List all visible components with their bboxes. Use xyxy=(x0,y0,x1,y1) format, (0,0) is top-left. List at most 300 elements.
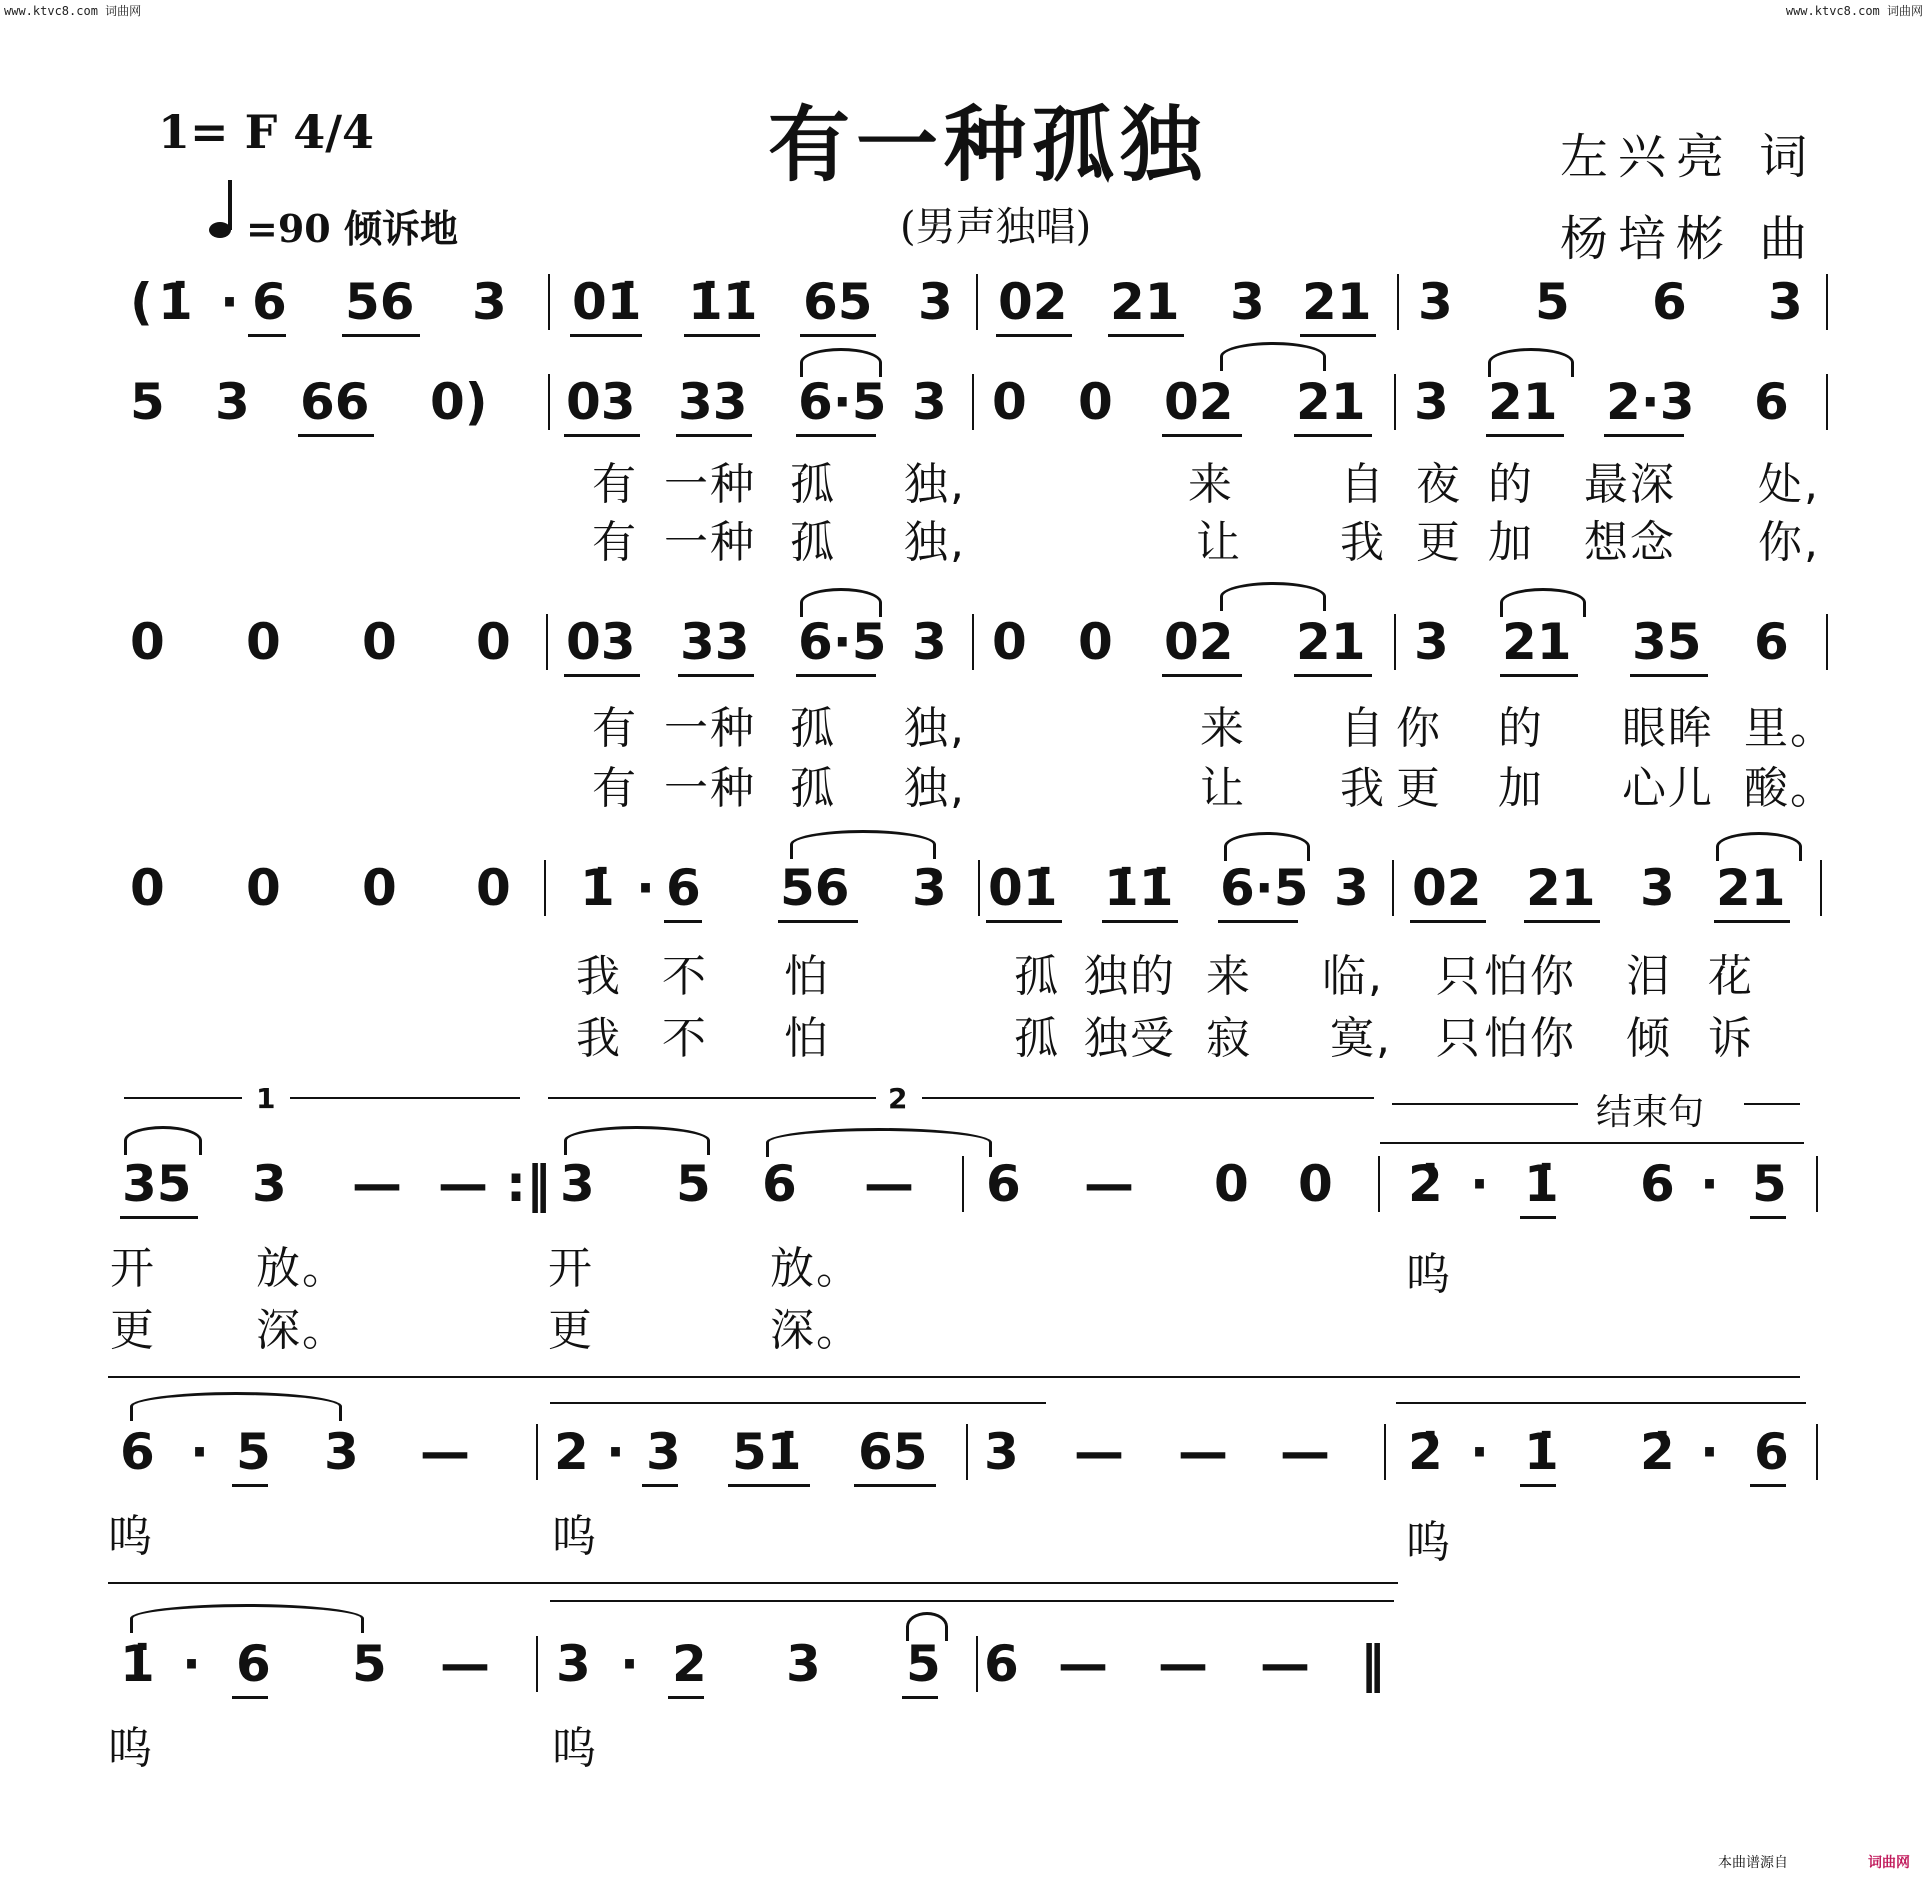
note: 21 xyxy=(1502,613,1572,671)
lyric: 开 xyxy=(548,1243,594,1294)
lyric: 独, xyxy=(904,703,966,754)
note: 21 xyxy=(1302,273,1372,331)
note: 3 xyxy=(912,859,947,917)
score-row-1 xyxy=(0,272,1927,332)
note: 6 xyxy=(666,859,701,917)
note: 0 xyxy=(476,859,511,917)
volta-line xyxy=(1392,1103,1578,1105)
lyrics-block-e xyxy=(0,1500,1927,1568)
note: 6 xyxy=(252,273,287,331)
barline xyxy=(1397,274,1399,330)
note: 6 xyxy=(1754,1423,1789,1481)
lyric: 孤 xyxy=(1014,1013,1060,1064)
note: 3 xyxy=(912,613,947,671)
volta-first-label: 1 xyxy=(256,1082,276,1115)
note: 03 xyxy=(566,373,636,431)
lyric: 眼眸 xyxy=(1622,703,1714,754)
bracket-line xyxy=(1396,1402,1806,1404)
lyric: 怕你 xyxy=(1484,951,1576,1002)
underline xyxy=(800,334,876,337)
underline xyxy=(120,1216,198,1219)
lyric: 只 xyxy=(1436,951,1482,1002)
note: 6 xyxy=(1754,613,1789,671)
note: 5 xyxy=(236,1423,271,1481)
lyric: 独的 xyxy=(1084,951,1176,1002)
note: · xyxy=(606,1423,625,1481)
lyric: 临, xyxy=(1322,951,1384,1002)
lyric: 泪 xyxy=(1626,951,1672,1002)
lyric: 的 xyxy=(1498,703,1544,754)
final-barline: ‖ xyxy=(1360,1635,1385,1693)
note: 6·5 xyxy=(798,613,887,671)
note: · xyxy=(1700,1155,1719,1213)
note: — xyxy=(420,1423,470,1481)
lyric: 你, xyxy=(1758,517,1820,568)
note: 5 xyxy=(130,373,165,431)
underline xyxy=(902,1696,938,1699)
lyric: 孤 xyxy=(1014,951,1060,1002)
underline xyxy=(1162,674,1242,677)
note: 3 xyxy=(556,1635,591,1693)
note: 2̇ xyxy=(1408,1155,1443,1213)
note: 0 xyxy=(362,613,397,671)
slur xyxy=(1716,832,1802,861)
score-row-3 xyxy=(0,612,1927,672)
lyric: 更 xyxy=(1396,763,1442,814)
note: 5 xyxy=(1752,1155,1787,1213)
lyric: 不 xyxy=(662,1013,708,1064)
slur xyxy=(1220,342,1326,371)
underline xyxy=(854,1484,936,1487)
lyric: 呜 xyxy=(552,1511,598,1562)
slur xyxy=(1500,588,1586,617)
lyric: 最深 xyxy=(1584,459,1676,510)
note: 33 xyxy=(680,613,750,671)
note: 35 xyxy=(1632,613,1702,671)
note: — xyxy=(1158,1635,1208,1693)
ending-label: 结束句 xyxy=(1596,1092,1705,1133)
note: 66 xyxy=(300,373,370,431)
lyric: 怕你 xyxy=(1484,1013,1576,1064)
key-signature: 1= F 4/4 xyxy=(158,105,375,159)
lyric: 孤 xyxy=(790,763,836,814)
volta-line xyxy=(922,1097,1374,1099)
lyric: 孤 xyxy=(790,459,836,510)
underline xyxy=(248,334,286,337)
note: 0) xyxy=(430,373,488,431)
note: 01̇ xyxy=(988,859,1058,917)
underline xyxy=(1750,1484,1786,1487)
barline xyxy=(962,1156,964,1212)
note: 3 xyxy=(1768,273,1803,331)
underline xyxy=(1218,920,1298,923)
note: · xyxy=(190,1423,209,1481)
lyrics-block-a xyxy=(0,448,1927,568)
lyrics-block-b xyxy=(0,692,1927,814)
note: — xyxy=(1084,1155,1134,1213)
quarter-note-icon xyxy=(208,178,238,244)
lyric: 放。 xyxy=(256,1243,348,1294)
note: 0 xyxy=(1078,613,1113,671)
lyric: 放。 xyxy=(770,1243,862,1294)
lyric: 呜 xyxy=(1406,1517,1452,1568)
note: 2 xyxy=(554,1423,589,1481)
note: 0 xyxy=(362,859,397,917)
slur xyxy=(1488,348,1574,377)
note: — xyxy=(1178,1423,1228,1481)
underline xyxy=(664,920,702,923)
lyric: 加 xyxy=(1498,763,1544,814)
barline xyxy=(1820,860,1822,916)
note: · xyxy=(1470,1155,1489,1213)
note: 02 xyxy=(1412,859,1482,917)
note: 65 xyxy=(858,1423,928,1481)
fermata-icon xyxy=(906,1612,948,1641)
lyric: 只 xyxy=(1436,1013,1482,1064)
underline xyxy=(1300,334,1376,337)
lyric: 让 xyxy=(1196,517,1242,568)
song-subtitle: (男声独唱) xyxy=(900,204,1092,250)
note: 1̇ xyxy=(1524,1155,1559,1213)
note: · xyxy=(1470,1423,1489,1481)
note: · xyxy=(620,1635,639,1693)
underline xyxy=(232,1484,268,1487)
note: 3 xyxy=(1414,373,1449,431)
underline xyxy=(1520,1484,1556,1487)
note: 0 xyxy=(1214,1155,1249,1213)
note: · xyxy=(182,1635,201,1693)
underline xyxy=(728,1484,810,1487)
barline xyxy=(544,860,546,916)
lyric: 更 xyxy=(1416,517,1462,568)
staff-divider xyxy=(108,1376,1800,1378)
slur xyxy=(800,588,882,617)
note: 3 xyxy=(912,373,947,431)
note: 0 xyxy=(246,613,281,671)
score-row-6 xyxy=(0,1422,1927,1482)
underline xyxy=(996,334,1072,337)
lyric: 有 xyxy=(592,459,638,510)
score-row-5 xyxy=(0,1154,1927,1214)
note: 02 xyxy=(998,273,1068,331)
note: 0 xyxy=(130,613,165,671)
underline xyxy=(564,434,640,437)
underline xyxy=(1294,674,1372,677)
underline xyxy=(1524,920,1600,923)
underline xyxy=(1294,434,1372,437)
note: 0 xyxy=(246,859,281,917)
lyric: 有 xyxy=(592,517,638,568)
note: 2̇ xyxy=(1408,1423,1443,1481)
lyric: 呜 xyxy=(108,1511,154,1562)
underline xyxy=(1162,434,1242,437)
note: 1̇1̇ xyxy=(1104,859,1174,917)
watermark-right: www.ktvc8.com 词曲网 xyxy=(1785,4,1923,18)
note: — xyxy=(1058,1635,1108,1693)
barline xyxy=(972,614,974,670)
note: 5 xyxy=(1535,273,1570,331)
lyric: 更 xyxy=(110,1305,156,1356)
barline xyxy=(1378,1156,1380,1212)
underline xyxy=(678,674,754,677)
barline xyxy=(1816,1156,1818,1212)
note: 21 xyxy=(1296,613,1366,671)
lyric: 自 xyxy=(1340,703,1386,754)
lyric: 加 xyxy=(1488,517,1534,568)
composer-credit: 杨培彬 曲 xyxy=(1560,211,1818,267)
lyric: 深。 xyxy=(770,1305,862,1356)
barline xyxy=(978,860,980,916)
underline xyxy=(1108,334,1184,337)
lyric: 深。 xyxy=(256,1305,348,1356)
note: 3 xyxy=(252,1155,287,1213)
barline xyxy=(1826,614,1828,670)
volta-line xyxy=(548,1097,876,1099)
note: 56 xyxy=(780,859,850,917)
barline xyxy=(1392,860,1394,916)
underline xyxy=(1486,434,1564,437)
note: — xyxy=(440,1635,490,1693)
note: 2̇ xyxy=(1640,1423,1675,1481)
slur xyxy=(564,1126,710,1155)
lyric: 呜 xyxy=(1406,1249,1452,1300)
lyric: 一种 xyxy=(664,459,756,510)
footer-source: 本曲谱源自 xyxy=(1718,1855,1788,1871)
note: 0 xyxy=(1298,1155,1333,1213)
slur xyxy=(800,348,882,377)
lyric: 有 xyxy=(592,703,638,754)
note: 21 xyxy=(1488,373,1558,431)
barline xyxy=(1826,274,1828,330)
lyric: 寂 xyxy=(1206,1013,1252,1064)
lyric: 孤 xyxy=(790,703,836,754)
barline xyxy=(1394,374,1396,430)
lyrics-block-f xyxy=(0,1712,1927,1772)
lyric: 倾 xyxy=(1626,1013,1672,1064)
note: 3 xyxy=(918,273,953,331)
lyric: 让 xyxy=(1200,763,1246,814)
lyric: 开 xyxy=(110,1243,156,1294)
lyric: 更 xyxy=(548,1305,594,1356)
underline xyxy=(298,434,374,437)
underline xyxy=(232,1696,268,1699)
lyric: 呜 xyxy=(108,1723,154,1774)
note: 5 xyxy=(676,1155,711,1213)
lyric: 诉 xyxy=(1708,1013,1754,1064)
lyric: 我 xyxy=(1340,517,1386,568)
note: — xyxy=(1260,1635,1310,1693)
slur xyxy=(1224,832,1310,861)
score-row-4 xyxy=(0,858,1927,918)
score-row-2 xyxy=(0,372,1927,432)
barline xyxy=(1384,1424,1386,1480)
note: ( xyxy=(130,273,153,331)
note: 21 xyxy=(1716,859,1786,917)
lyric: 花 xyxy=(1708,951,1754,1002)
note: 0 xyxy=(992,373,1027,431)
underline xyxy=(570,334,642,337)
note: 6 xyxy=(984,1635,1019,1693)
note: 3 xyxy=(472,273,507,331)
lyric: 呜 xyxy=(552,1723,598,1774)
note: 1̇ xyxy=(120,1635,155,1693)
note: 35 xyxy=(122,1155,192,1213)
lyric: 孤 xyxy=(790,517,836,568)
note: 3 xyxy=(560,1155,595,1213)
lyric: 一种 xyxy=(664,763,756,814)
note: 1̇ xyxy=(580,859,615,917)
note: 03 xyxy=(566,613,636,671)
slur xyxy=(130,1392,342,1421)
lyric: 来 xyxy=(1188,459,1234,510)
lyric: 独受 xyxy=(1084,1013,1176,1064)
note: 21 xyxy=(1110,273,1180,331)
volta-second-label: 2 xyxy=(888,1082,908,1115)
barline xyxy=(536,1424,538,1480)
note: 3 xyxy=(1640,859,1675,917)
lyric: 我 xyxy=(576,1013,622,1064)
note: 2·3 xyxy=(1606,373,1695,431)
note: 0 xyxy=(476,613,511,671)
underline xyxy=(986,920,1062,923)
underline xyxy=(1630,674,1708,677)
barline xyxy=(548,374,550,430)
underline xyxy=(668,1696,704,1699)
note: 2 xyxy=(672,1635,707,1693)
lyric: 酸。 xyxy=(1744,763,1836,814)
note: 65 xyxy=(803,273,873,331)
slur xyxy=(790,830,936,859)
note: 5 xyxy=(906,1635,941,1693)
underline xyxy=(564,674,640,677)
note: 6 xyxy=(762,1155,797,1213)
lyric: 怕 xyxy=(784,1013,830,1064)
note: 6 xyxy=(986,1155,1021,1213)
note: · xyxy=(220,273,239,331)
note: 3 xyxy=(324,1423,359,1481)
lyric: 里。 xyxy=(1744,703,1836,754)
lyric: 夜 xyxy=(1416,459,1462,510)
underline xyxy=(1102,920,1178,923)
underline xyxy=(796,674,876,677)
lyric: 想念 xyxy=(1584,517,1676,568)
note: 6 xyxy=(1652,273,1687,331)
barline xyxy=(966,1424,968,1480)
slur xyxy=(124,1126,202,1155)
note: 3 xyxy=(1230,273,1265,331)
lyric: 来 xyxy=(1200,703,1246,754)
barline xyxy=(536,1636,538,1692)
slur xyxy=(1220,582,1326,611)
note: — xyxy=(352,1155,402,1213)
note: — xyxy=(438,1155,488,1213)
underline xyxy=(676,434,752,437)
lyric: 独, xyxy=(904,517,966,568)
slur xyxy=(130,1604,364,1633)
note: — xyxy=(864,1155,914,1213)
barline xyxy=(972,374,974,430)
volta-line xyxy=(290,1097,520,1099)
note: 1̇ xyxy=(158,273,193,331)
lyric: 心儿 xyxy=(1622,763,1714,814)
lyric: 怕 xyxy=(784,951,830,1002)
lyric: 不 xyxy=(662,951,708,1002)
lyric: 独, xyxy=(904,459,966,510)
barline xyxy=(1394,614,1396,670)
volta-line xyxy=(124,1097,242,1099)
lyrics-block-d xyxy=(0,1232,1927,1356)
lyric: 寞, xyxy=(1330,1013,1392,1064)
bracket-line xyxy=(550,1402,1046,1404)
lyric: 处, xyxy=(1758,459,1820,510)
staff-divider xyxy=(108,1582,1398,1584)
note: 6 xyxy=(1640,1155,1675,1213)
note: 6 xyxy=(236,1635,271,1693)
underline xyxy=(1750,1216,1786,1219)
note: 02 xyxy=(1164,373,1234,431)
note: 6·5 xyxy=(1220,859,1309,917)
barline xyxy=(976,274,978,330)
note: 5 xyxy=(352,1635,387,1693)
note: · xyxy=(1700,1423,1719,1481)
note: — xyxy=(1074,1423,1124,1481)
note: 51̇ xyxy=(732,1423,802,1481)
song-title: 有一种孤独 xyxy=(768,97,1209,193)
lyric: 一种 xyxy=(664,703,756,754)
lyric: 的 xyxy=(1488,459,1534,510)
note: 6 xyxy=(120,1423,155,1481)
note: 3 xyxy=(1414,613,1449,671)
note: 1̇ xyxy=(1524,1423,1559,1481)
lyric: 一种 xyxy=(664,517,756,568)
repeat-end: :‖ xyxy=(506,1155,551,1213)
underline xyxy=(1714,920,1790,923)
footer-site: 词曲网 xyxy=(1868,1855,1910,1871)
note: 56 xyxy=(345,273,415,331)
note: 6·5 xyxy=(798,373,887,431)
note: 33 xyxy=(678,373,748,431)
watermark-left: www.ktvc8.com 词曲网 xyxy=(4,4,142,18)
note: 01̇ xyxy=(572,273,642,331)
underline xyxy=(1520,1216,1556,1219)
underline xyxy=(778,920,858,923)
underline xyxy=(1604,434,1684,437)
barline xyxy=(548,274,550,330)
note: — xyxy=(1280,1423,1330,1481)
lyric: 我 xyxy=(1340,763,1386,814)
barline xyxy=(976,1636,978,1692)
note: 21 xyxy=(1296,373,1366,431)
lyric: 来 xyxy=(1206,951,1252,1002)
note: 02 xyxy=(1164,613,1234,671)
underline xyxy=(642,1484,678,1487)
score-row-7 xyxy=(0,1634,1927,1694)
lyric: 我 xyxy=(576,951,622,1002)
lyric: 你 xyxy=(1396,703,1442,754)
lyric: 自 xyxy=(1340,459,1386,510)
bracket-line xyxy=(1380,1142,1804,1144)
underline xyxy=(796,434,876,437)
tempo-marking: =90 倾诉地 xyxy=(246,206,458,251)
note: 0 xyxy=(130,859,165,917)
note: 3 xyxy=(984,1423,1019,1481)
note: · xyxy=(636,859,655,917)
tie xyxy=(766,1128,992,1157)
note: 3 xyxy=(215,373,250,431)
note: 3 xyxy=(786,1635,821,1693)
note: 0 xyxy=(992,613,1027,671)
underline xyxy=(1410,920,1486,923)
